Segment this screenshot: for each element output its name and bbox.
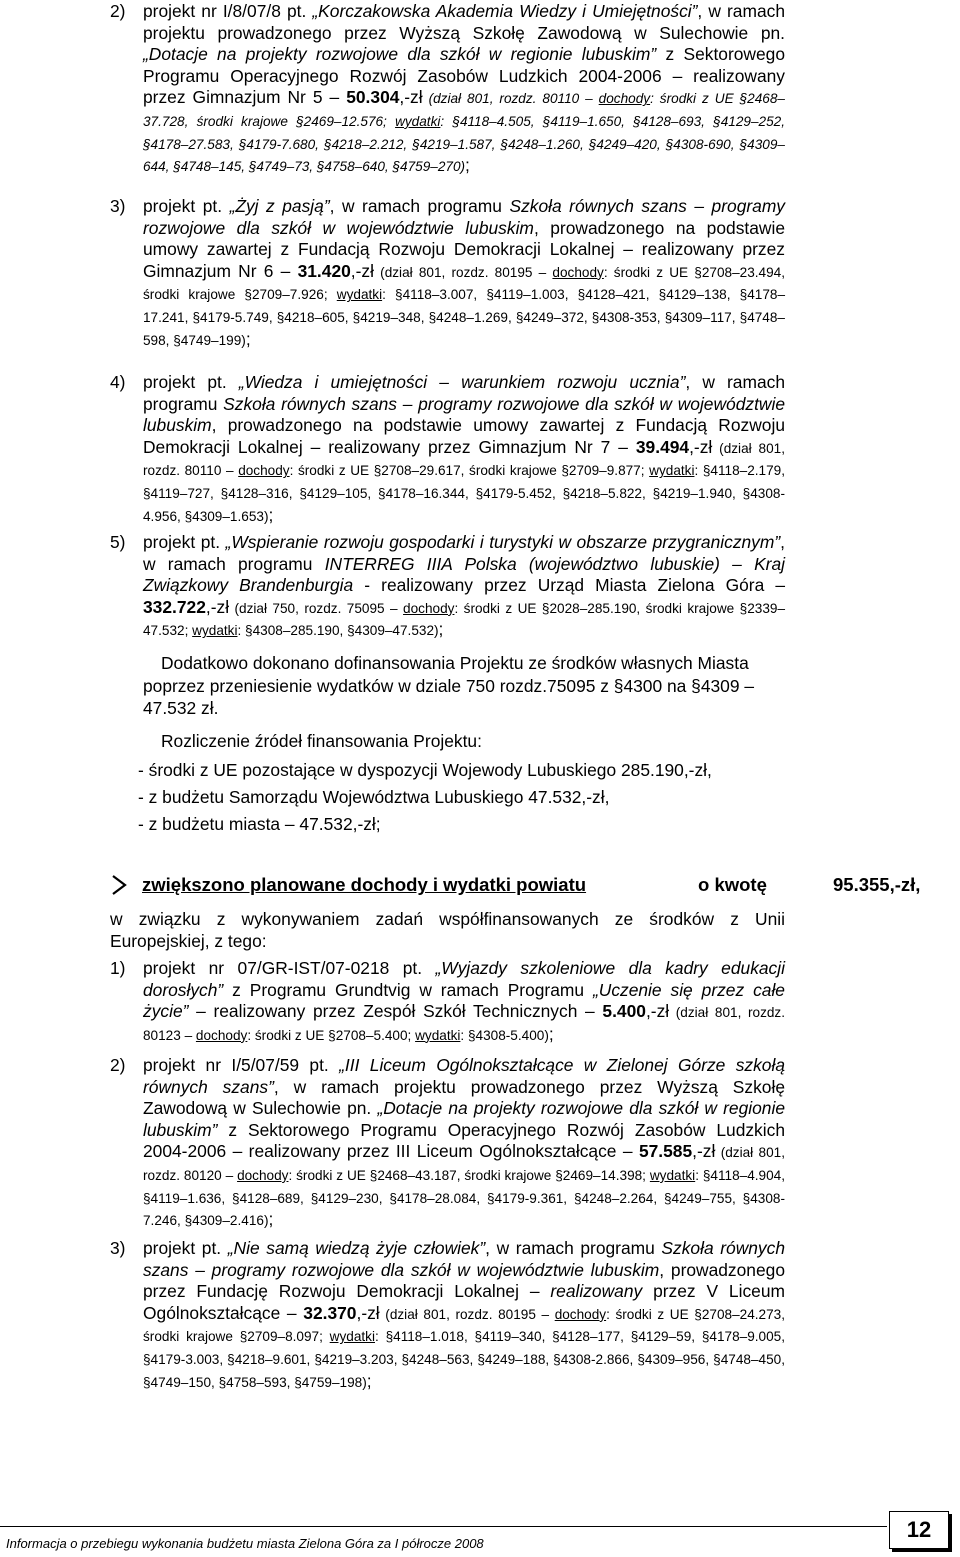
text-run: projekt nr I/5/07/59 pt. xyxy=(143,1055,340,1075)
expenses-label: wydatki xyxy=(192,623,238,639)
section-heading: zwiększono planowane dochody i wydatki powiatu xyxy=(142,874,587,895)
text-run: projekt nr 07/GR-IST/07-0218 pt. xyxy=(143,958,436,978)
income-label: dochody xyxy=(598,91,651,107)
item-number: 1) xyxy=(110,958,126,978)
finance-text: (dział 801, rozdz. 80195 – xyxy=(373,264,553,280)
page-number: 12 xyxy=(906,1517,932,1542)
income-label: dochody xyxy=(238,463,290,479)
arrow-bullet-icon xyxy=(110,874,128,896)
project-title: „Nie samą wiedzą żyje człowiek” xyxy=(227,1238,486,1258)
finance-text: : środki z UE §2708–24.273, środki krajowe §2709–8.097; xyxy=(143,1306,785,1345)
settlement-item xyxy=(138,759,785,782)
program-name: Szkoła równych szans – programy rozwojowe dla szkół w województwie lubuskim xyxy=(143,196,786,238)
expenses-label: wydatki xyxy=(395,113,441,129)
item-text xyxy=(143,372,785,527)
item-text xyxy=(143,1238,785,1393)
text-run: ; xyxy=(245,328,251,349)
page-number-box xyxy=(889,1511,949,1549)
text-run: , w ramach programu xyxy=(143,532,786,574)
finance-text: (dział 801, rozdz. 80195 – xyxy=(379,1306,555,1322)
finance-text: (dział 801, rozdz. 80123 – xyxy=(143,1005,785,1043)
text-run: ; xyxy=(366,1370,372,1391)
text-run: projekt pt. xyxy=(143,196,230,216)
total-amount: 95.355,-zł, xyxy=(833,874,921,895)
text-run: ; xyxy=(548,1023,554,1044)
footer-title: Informacja o przebiegu wykonania budżetu miasta Zielona Góra za I półrocze 2008 xyxy=(6,1536,484,1551)
item-number: 2) xyxy=(110,1,126,21)
paragraph-text: Dodatkowo dokonano dofinansowania Projektu ze środków własnych Miasta poprzez przeniesienie wydatków w dziale 750 rozdz.75095 z §4300 na §4309 – 47.532 zł. xyxy=(143,653,755,718)
finance-text: : §4118–3.007, §4119–1.003, §4128–421, §4129–138, §4178–17.241, §4179-5.749, §4218–605, §4219–348, §4248–1.269, §4249–372, §4308-353, §4309–117, §4748–598, §4749–199) xyxy=(143,287,785,348)
program-name: Szkoła równych szans – programy rozwojowe dla szkół w województwie lubuskim xyxy=(143,1238,785,1280)
project-title: „Wspieranie rozwoju gospodarki i turystyki w obszarze przygranicznym” xyxy=(225,532,781,552)
program-name: „Dotacje na projekty rozwojowe dla szkół w regionie lubuskim” xyxy=(143,44,657,65)
text-run: , w ramach programu xyxy=(329,196,510,216)
text-run: projekt pt. xyxy=(143,532,226,552)
finance-text: : §4118–2.179, §4119–727, §4128–316, §4129–105, §4178–16.344, §4179-5.452, §4218–5.822, §4219–1.940, §4308-4.956, §4309–1.653) xyxy=(143,463,785,524)
finance-text: : środki z UE §2468–43.187, środki krajowe §2469–14.398; xyxy=(288,1167,650,1183)
project-title: „Wyjazdy szkoleniowe dla kadry edukacji dorosłych” xyxy=(143,958,785,1000)
finance-text: (dział 801, rozdz. 80110 – xyxy=(422,91,599,107)
amount: 5.400 xyxy=(602,1001,646,1022)
program-name: „Dotacje na projekty rozwojowe dla szkół w regionie lubuskim” xyxy=(143,1098,785,1140)
expenses-label: wydatki xyxy=(649,1167,696,1183)
project-title: „Korczakowska Akademia Wiedzy i Umiejętności” xyxy=(312,1,698,21)
list-item-text: - środki z UE pozostające w dyspozycji Wojewody Lubuskiego 285.190,-zł, xyxy=(138,760,712,780)
amount-unit: ,-zł xyxy=(689,436,713,457)
amount-unit: ,-zł xyxy=(356,1302,380,1323)
page-footer xyxy=(0,1517,960,1557)
project-title: „Żyj z pasją” xyxy=(229,196,330,216)
amount-unit: ,-zł xyxy=(399,87,423,108)
settlement-item xyxy=(138,786,785,809)
income-label: dochody xyxy=(403,600,455,616)
text-run: projekt pt. xyxy=(143,372,239,392)
list-item-text: - z budżetu miasta – 47.532,-zł; xyxy=(138,814,381,834)
project-item xyxy=(110,532,785,642)
settlement-heading xyxy=(161,730,761,753)
text-run: ; xyxy=(465,155,470,176)
text-run: , w ramach programu xyxy=(143,372,786,414)
text-run: przez V Liceum Ogólnokształcące – xyxy=(143,1281,785,1323)
expenses-label: wydatki xyxy=(649,463,695,479)
intro-paragraph xyxy=(110,909,785,952)
program-name: Szkoła równych szans – programy rozwojowe dla szkół w województwie lubuskim xyxy=(143,393,785,436)
finance-text: : środki z UE §2708–5.400; xyxy=(247,1027,416,1043)
amount-label: o kwotę xyxy=(698,874,767,895)
income-label: dochody xyxy=(552,264,604,280)
text-run: – realizowany przez Zespół Szkół Technicznych – xyxy=(188,1001,603,1022)
project-item xyxy=(110,196,785,351)
expenses-label: wydatki xyxy=(336,287,383,303)
project-title: „Wiedza i umiejętności – warunkiem rozwoju ucznia” xyxy=(238,372,686,392)
item-number: 5) xyxy=(110,532,126,552)
paragraph-text: w związku z wykonywaniem zadań współfinansowanych ze środków z Unii Europejskiej, z tego: xyxy=(110,909,785,951)
project-item xyxy=(110,1,785,178)
text-run: ; xyxy=(268,504,274,525)
text-run: projekt pt. xyxy=(143,1238,228,1258)
finance-text: : §4308-5.400) xyxy=(460,1027,549,1043)
item-text xyxy=(143,1055,785,1232)
section-heading-row xyxy=(110,874,960,900)
amount-unit: ,-zł xyxy=(692,1141,716,1162)
text-run: , w ramach programu xyxy=(485,1238,662,1258)
text-run: , prowadzonego na podstawie umowy zawartej z Fundacją Rozwoju Demokracji Lokalnej – realizowany przez Gimnazjum Nr 6 – xyxy=(143,217,785,281)
project-item xyxy=(110,958,785,1046)
income-label: dochody xyxy=(195,1027,248,1043)
finance-text: : środki z UE §2708–29.617, środki krajowe §2709–9.877; xyxy=(289,463,650,479)
amount: 32.370 xyxy=(303,1302,357,1323)
item-number: 2) xyxy=(110,1055,126,1075)
footer-divider xyxy=(0,1526,887,1527)
settlement-item xyxy=(138,813,785,836)
finance-text: : §4308–285.190, §4309–47.532) xyxy=(237,623,439,639)
finance-text: : §4118–1.018, §4119–340, §4128–177, §4129–59, §4178–9.005, §4179-3.003, §4218–9.601, §4219–3.203, §4248–563, §4249–188, §4308-2.866, §4309–956, §4748–450, §4749–150, §4758–593, §4759–198) xyxy=(143,1329,785,1390)
text-run: ; xyxy=(268,1209,274,1230)
income-label: dochody xyxy=(554,1306,607,1322)
finance-text: : środki z UE §2028–285.190, środki krajowe §2339–47.532; xyxy=(143,600,786,639)
heading-text: Rozliczenie źródeł finansowania Projektu: xyxy=(161,731,482,751)
item-text xyxy=(143,532,785,642)
finance-text: (dział 801, rozdz. 80110 – xyxy=(143,440,785,479)
project-title: „III Liceum Ogólnokształcące w Zielonej Górze szkołą równych szans” xyxy=(143,1055,785,1097)
project-item xyxy=(110,372,785,527)
item-number: 4) xyxy=(110,372,126,392)
amount: 57.585 xyxy=(638,1141,693,1162)
finance-text: : środki z UE §2468–37.728, środki krajowe §2469–12.576; xyxy=(143,91,785,129)
text-run: , w ramach projektu prowadzonego przez Wyższą Szkołę Zawodową w Sulechowie pn. xyxy=(143,1076,785,1119)
amount-unit: ,-zł xyxy=(205,596,230,617)
income-label: dochody xyxy=(237,1167,289,1183)
finance-text: : §4118–4.505, §4119–1.650, §4128–693, §4129–252, §4178–27.583, §4179-7.680, §4218–2.212, §4219–1.587, §4248–1.260, §4249–420, §4308-690, §4309–644, §4748–145, §4749–73, §4758–640, §4759–270) xyxy=(143,113,785,175)
amount: 50.304 xyxy=(346,87,400,108)
text-run: realizowany xyxy=(550,1281,643,1302)
text-run: z Programu Grundtvig w ramach Programu xyxy=(223,979,593,1000)
amount: 39.494 xyxy=(635,436,690,457)
item-number: 3) xyxy=(110,1238,126,1258)
text-run: ; xyxy=(438,619,444,640)
project-item xyxy=(110,1238,785,1393)
item-text xyxy=(143,958,785,1046)
item-text xyxy=(143,1,785,178)
program-name: INTERREG IIIA Polska (województwo lubuskie) – Kraj Związkowy Brandenburgia xyxy=(143,553,785,596)
finance-text: (dział 750, rozdz. 75095 – xyxy=(229,600,404,616)
additional-funding-paragraph xyxy=(143,652,785,720)
program-name: „Uczenie się przez całe życie” xyxy=(143,979,785,1022)
amount: 332.722 xyxy=(143,596,206,617)
expenses-label: wydatki xyxy=(415,1027,461,1043)
item-number: 3) xyxy=(110,196,126,216)
text-run: , w ramach projektu prowadzonego przez Wyższą Szkołę Zawodową w Sulechowie pn. xyxy=(143,1,785,43)
amount-unit: ,-zł xyxy=(350,260,374,281)
amount-unit: ,-zł xyxy=(645,1001,670,1022)
finance-text: : §4118–4.904, §4119–1.636, §4128–689, §4129–230, §4178–28.084, §4179-9.361, §4248–2.264, §4249–755, §4308-7.246, §4309–2.416) xyxy=(143,1167,786,1229)
text-run: , prowadzonego przez Fundację Rozwoju Demokracji Lokalnej – xyxy=(143,1259,785,1302)
text-run: z Sektorowego Programu Operacyjnego Rozwój Zasobów Ludzkich 2004-2006 – realizowany przez Gimnazjum Nr 5 – xyxy=(143,44,785,108)
finance-text: (dział 801, rozdz. 80120 – xyxy=(143,1145,785,1183)
amount: 31.420 xyxy=(297,260,351,281)
expenses-label: wydatki xyxy=(329,1329,375,1345)
item-text xyxy=(143,196,785,351)
text-run: z Sektorowego Programu Operacyjnego Rozwój Zasobów Ludzkich 2004-2006 – realizowany przez III Liceum Ogólnokształcące – xyxy=(143,1119,785,1162)
text-run: , prowadzonego na podstawie umowy zawartej z Fundacją Rozwoju Demokracji Lokalnej – realizowany przez Gimnazjum Nr 7 – xyxy=(143,415,785,457)
text-run: projekt nr I/8/07/8 pt. xyxy=(143,1,313,21)
finance-details xyxy=(143,601,785,639)
list-item-text: - z budżetu Samorządu Województwa Lubuskiego 47.532,-zł, xyxy=(138,787,610,807)
text-run: - realizowany przez Urząd Miasta Zielona Góra – xyxy=(353,575,785,596)
project-item xyxy=(110,1055,785,1232)
finance-text: : środki z UE §2708–23.494, środki krajowe §2709–7.926; xyxy=(143,264,785,303)
